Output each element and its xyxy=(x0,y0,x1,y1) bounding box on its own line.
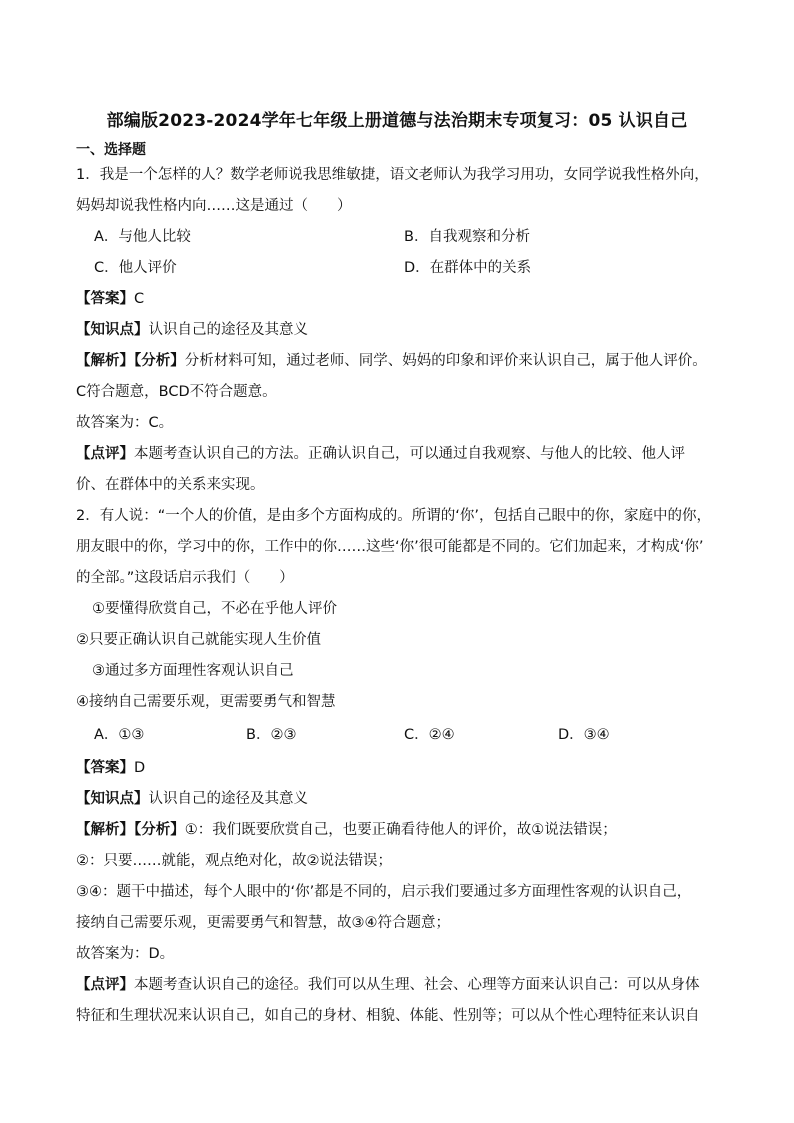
q2-stem-line1: 2．有人说：“一个人的价值，是由多个方面构成的。所谓的‘你’，包括自己眼中的你，家庭中的你， xyxy=(76,508,711,524)
q1-option-d: D．在群体中的关系 xyxy=(404,260,532,276)
q2-statement-1: ①要懂得欣赏自己，不必在乎他人评价 xyxy=(92,601,337,617)
q2-conclusion: 故答案为：D。 xyxy=(76,946,175,962)
q2-analysis-tag: 【解析】【分析】 xyxy=(76,822,185,838)
q2-kp-text: 认识自己的途径及其意义 xyxy=(148,791,308,807)
q1-conclusion: 故答案为：C。 xyxy=(76,415,174,431)
q1-answer xyxy=(76,289,144,309)
q1-comment-line1 xyxy=(76,444,685,464)
page-title: 部编版2023-2024学年七年级上册道德与法治期末专项复习：05 认识自己 xyxy=(106,111,688,131)
q2-analysis-line4: 接纳自己需要乐观，更需要勇气和智慧，故③④符合题意； xyxy=(76,915,450,931)
q1-comment-tag: 【点评】 xyxy=(76,446,134,462)
q1-option-c: C．他人评价 xyxy=(94,260,177,276)
q1-comment-text1: 本题考查认识自己的方法。正确认识自己，可以通过自我观察、与他人的比较、他人评 xyxy=(134,446,685,462)
q1-answer-tag: 【答案】 xyxy=(76,291,134,307)
q1-analysis-line1 xyxy=(76,351,707,371)
q1-analysis-line2: C符合题意，BCD不符合题意。 xyxy=(76,384,277,400)
q2-analysis-line1 xyxy=(76,820,617,840)
q2-option-b: B．②③ xyxy=(246,727,297,743)
q2-option-d: D．③④ xyxy=(558,727,610,743)
q1-stem-line2: 妈妈却说我性格内向……这是通过（ ） xyxy=(76,198,352,214)
q1-option-a: A．与他人比较 xyxy=(94,229,191,245)
q2-stem-line2: 朋友眼中的你，学习中的你，工作中的你……这些‘你’很可能都是不同的。它们加起来，才构成‘你’ xyxy=(76,539,704,555)
q2-statement-2: ②只要正确认识自己就能实现人生价值 xyxy=(76,632,321,648)
q1-option-b: B．自我观察和分析 xyxy=(404,229,530,245)
q2-analysis-line2: ②：只要……就能，观点绝对化，故②说法错误； xyxy=(76,853,392,869)
q1-kp-tag: 【知识点】 xyxy=(76,322,149,338)
q2-answer-tag: 【答案】 xyxy=(76,760,134,776)
q2-option-a: A．①③ xyxy=(94,727,145,743)
q2-analysis-text1: ①：我们既要欣赏自己，也要正确看待他人的评价，故①说法错误； xyxy=(184,822,617,838)
q2-comment-tag: 【点评】 xyxy=(76,977,134,993)
q2-analysis-line3: ③④：题干中描述，每个人眼中的‘你’都是不同的，启示我们要通过多方面理性客观的认识自己， xyxy=(76,884,692,900)
q2-option-c: C．②④ xyxy=(404,727,455,743)
q1-analysis-text1: 分析材料可知，通过老师、同学、妈妈的印象和评价来认识自己，属于他人评价。 xyxy=(184,353,707,369)
q2-knowledge-point xyxy=(76,789,308,809)
q1-analysis-tag: 【解析】【分析】 xyxy=(76,353,185,369)
q2-stem-line3: 的全部。”这段话启示我们（ ） xyxy=(76,570,294,586)
section-heading: 一、选择题 xyxy=(76,142,146,158)
q1-kp-text: 认识自己的途径及其意义 xyxy=(148,322,308,338)
q2-comment-text1: 本题考查认识自己的途径。我们可以从生理、社会、心理等方面来认识自己：可以从身体 xyxy=(134,977,700,993)
q2-answer xyxy=(76,758,145,778)
q2-comment-line2: 特征和生理状况来认识自己，如自己的身材、相貌、体能、性别等；可以从个性心理特征来认识自 xyxy=(76,1008,700,1024)
q2-answer-value: D xyxy=(134,760,146,776)
q1-comment-line2: 价、在群体中的关系来实现。 xyxy=(76,477,265,493)
q1-stem-line1: 1．我是一个怎样的人？数学老师说我思维敏捷，语文老师认为我学习用功，女同学说我性格外向， xyxy=(76,167,709,183)
q1-answer-value: C xyxy=(134,291,145,307)
q2-kp-tag: 【知识点】 xyxy=(76,791,149,807)
q2-statement-4: ④接纳自己需要乐观，更需要勇气和智慧 xyxy=(76,694,336,710)
q2-statement-3: ③通过多方面理性客观认识自己 xyxy=(92,663,294,679)
q2-comment-line1 xyxy=(76,975,700,995)
q1-knowledge-point xyxy=(76,320,308,340)
